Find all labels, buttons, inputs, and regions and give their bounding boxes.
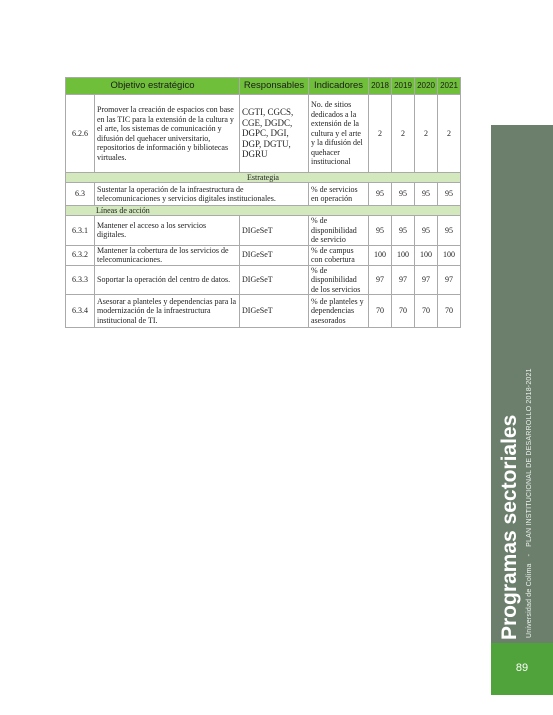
plan-name: PLAN INSTITUCIONAL DE DESARROLLO 2018-2021 xyxy=(526,368,533,547)
value-2020: 100 xyxy=(415,245,438,265)
value-2019: 70 xyxy=(392,295,415,328)
action-code: 6.3.2 xyxy=(66,245,95,265)
strategic-objectives-table xyxy=(65,77,461,328)
strategy-code: 6.3 xyxy=(66,183,95,206)
action-responsible: DIGeSeT xyxy=(240,216,309,246)
value-2019: 95 xyxy=(392,183,415,206)
strategy-band-row xyxy=(66,173,461,183)
page-number: 89 xyxy=(515,662,529,674)
action-indicator: % de planteles y dependencias asesorados xyxy=(309,295,369,328)
action-text: Asesorar a planteles y dependencias para la modernización de la infraestructura institucional de TI. xyxy=(95,295,240,328)
action-row xyxy=(66,245,461,265)
value-2021: 97 xyxy=(438,265,461,295)
action-text: Soportar la operación del centro de datos. xyxy=(95,265,240,295)
section-title: Programas sectoriales xyxy=(498,414,521,640)
header-year-2019: 2019 xyxy=(392,78,415,95)
action-text: Mantener el acceso a los servicios digitales. xyxy=(95,216,240,246)
value-2021: 95 xyxy=(438,183,461,206)
header-year-2018: 2018 xyxy=(369,78,392,95)
objective-responsibles: CGTI, CGCS, CGE, DGDC, DGPC, DGI, DGP, DGTU, DGRU xyxy=(240,95,309,173)
action-row xyxy=(66,216,461,246)
value-2019: 97 xyxy=(392,265,415,295)
value-2020: 97 xyxy=(415,265,438,295)
value-2019: 2 xyxy=(392,95,415,173)
action-code: 6.3.4 xyxy=(66,295,95,328)
header-separator: - xyxy=(526,553,533,557)
objective-code: 6.2.6 xyxy=(66,95,95,173)
value-2021: 70 xyxy=(438,295,461,328)
table-header-row xyxy=(66,78,461,95)
value-2020: 95 xyxy=(415,183,438,206)
value-2021: 2 xyxy=(438,95,461,173)
value-2018: 70 xyxy=(369,295,392,328)
action-row xyxy=(66,295,461,328)
action-text: Mantener la cobertura de los servicios de telecomunicaciones. xyxy=(95,245,240,265)
strategy-row xyxy=(66,183,461,206)
value-2018: 95 xyxy=(369,183,392,206)
action-responsible: DIGeSeT xyxy=(240,245,309,265)
action-row xyxy=(66,265,461,295)
action-indicator: % de disponibilidad de los servicios xyxy=(309,265,369,295)
value-2018: 97 xyxy=(369,265,392,295)
value-2021: 95 xyxy=(438,216,461,246)
value-2020: 2 xyxy=(415,95,438,173)
value-2021: 100 xyxy=(438,245,461,265)
header-year-2020: 2020 xyxy=(415,78,438,95)
header-objective: Objetivo estratégico xyxy=(66,78,240,95)
header-indicators: Indicadores xyxy=(309,78,369,95)
value-2020: 70 xyxy=(415,295,438,328)
objective-indicator: No. de sitios dedicados a la extensión de la cultura y el arte y la difusión del quehacer institucional xyxy=(309,95,369,173)
actions-band-row xyxy=(66,206,461,216)
strategy-text: Sustentar la operación de la infraestructura de telecomunicaciones y servicios digitales institucionales. xyxy=(95,183,309,206)
strategy-indicator: % de servicios en operación xyxy=(309,183,369,206)
value-2019: 95 xyxy=(392,216,415,246)
value-2018: 2 xyxy=(369,95,392,173)
action-indicator: % de disponibilidad de servicio xyxy=(309,216,369,246)
value-2018: 95 xyxy=(369,216,392,246)
header-responsibles: Responsables xyxy=(240,78,309,95)
actions-band-label: Líneas de acción xyxy=(66,206,461,216)
action-indicator: % de campus con cobertura xyxy=(309,245,369,265)
action-code: 6.3.3 xyxy=(66,265,95,295)
value-2018: 100 xyxy=(369,245,392,265)
action-code: 6.3.1 xyxy=(66,216,95,246)
value-2020: 95 xyxy=(415,216,438,246)
strategy-band-label: Estrategia xyxy=(66,173,461,183)
header-year-2021: 2021 xyxy=(438,78,461,95)
university-name: Universidad de Colima xyxy=(526,563,533,638)
objective-row xyxy=(66,95,461,173)
value-2019: 100 xyxy=(392,245,415,265)
running-header xyxy=(525,368,534,638)
objective-text: Promover la creación de espacios con base en las TIC para la extensión de la cultura y el arte, los sistemas de comunicación y difusión del quehacer universitario, repositorios de información y bibliotecas virtuales. xyxy=(95,95,240,173)
action-responsible: DIGeSeT xyxy=(240,265,309,295)
action-responsible: DIGeSeT xyxy=(240,295,309,328)
